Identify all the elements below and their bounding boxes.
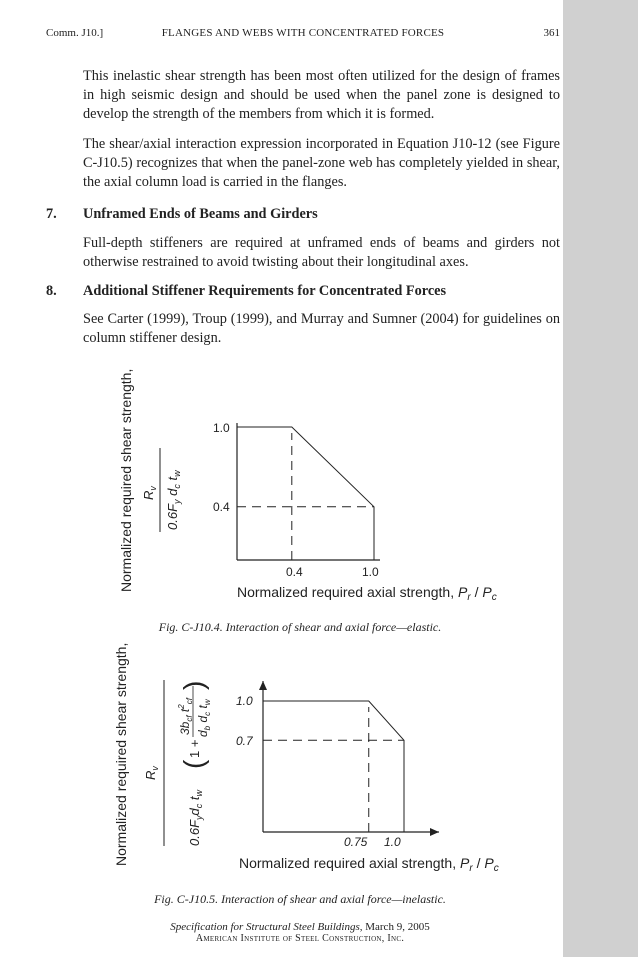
header-section-ref: Comm. J10.] (46, 27, 104, 39)
fig1-x-axis-label: Normalized required axial strength, $P_r / P_c$ (237, 584, 497, 603)
fig2-ytick-1: 1.0 (236, 694, 253, 708)
fig1-y-axis-label: Normalized required shear strength, (118, 368, 134, 592)
page-number: 361 (543, 27, 560, 39)
footer-title: Specification for Structural Steel Buildings, (170, 921, 363, 933)
fig2-formula-numerator: $R_v$ (143, 766, 160, 780)
figure-2-caption: Fig. C-J10.5. Interaction of shear and axial force—inelastic. (154, 892, 446, 906)
fig2-interaction-curve (263, 701, 404, 832)
fig2-y-arrow (259, 681, 267, 690)
fig1-den-t: t (165, 476, 180, 485)
figure-1-caption: Fig. C-J10.4. Interaction of shear and axial force—elastic. (158, 620, 442, 634)
figure-1-elastic (118, 369, 497, 603)
fig1-den-sub-w: w (172, 470, 182, 477)
fig2-xtick-2: 1.0 (384, 835, 401, 849)
paragraph-interaction: The shear/axial interaction expression incorporated in Equation J10-12 (see Figure C-J10.5) recognizes that when the panel-zone web has completely yielded in shear, the axial column load is carried in the flanges. (83, 136, 560, 190)
footer-line-1 (0, 921, 600, 933)
fig2-y-axis-label: Normalized required shear strength, (113, 642, 129, 866)
fig1-ytick-1: 1.0 (213, 421, 230, 435)
fig2-inner-numerator: $3b_{cf}$ $t^2_{cf}$ (177, 698, 194, 735)
fig1-den-d: d (165, 488, 180, 500)
fig2-one-plus: 1 + (187, 739, 202, 758)
fig1-formula-R-sub: v (148, 486, 158, 491)
header-title: FLANGES AND WEBS WITH CONCENTRATED FORCES (161, 27, 445, 39)
fig2-x-arrow (430, 828, 439, 836)
footer-publisher: American Institute of Steel Construction, Inc. (195, 933, 405, 944)
footer-date: March 9, 2005 (362, 921, 430, 933)
fig2-inner-denominator: $d_b$ $d_c$ $t_w$ (196, 699, 212, 737)
section-title-7: Unframed Ends of Beams and Girders (83, 206, 318, 222)
fig1-den-sub-c: c (172, 484, 182, 489)
fig1-interaction-curve (237, 427, 374, 560)
fig1-formula-R: R (141, 490, 156, 500)
fig1-y-formula (141, 448, 182, 532)
page-footer (0, 921, 600, 944)
fig2-plot (259, 681, 439, 836)
section-text-7: Full-depth stiffeners are required at unframed ends of beams and girders not otherwise restrained to avoid twisting about their longitudinal axes. (83, 235, 560, 270)
svg-text:0.6Fy dc tw (165, 470, 182, 530)
section-title-8: Additional Stiffener Requirements for Concentrated Forces (83, 283, 447, 299)
svg-text:Rv (141, 486, 158, 500)
fig1-den-a: 0.6F (165, 503, 180, 530)
fig2-xtick-1: 0.75 (344, 835, 368, 849)
fig2-ytick-2: 0.7 (236, 734, 253, 748)
figure-2-inelastic (113, 643, 499, 874)
section-number-8: 8. (46, 283, 57, 299)
paragraph-inelastic-shear: This inelastic shear strength has been most often utilized for the design of frames in high seismic design and should be used when the panel zone is designed to develop the strength of the members from which it is formed. (83, 68, 560, 122)
fig1-ytick-2: 0.4 (213, 500, 230, 514)
section-text-8: See Carter (1999), Troup (1999), and Murray and Sumner (2004) for guidelines on column stiffener design. (83, 311, 560, 346)
fig1-xtick-2: 1.0 (362, 565, 379, 579)
fig1-den-sub-y: y (172, 499, 182, 504)
fig2-x-axis-label: Normalized required axial strength, $P_r / P_c$ (239, 855, 499, 874)
fig2-paren-close: ) (178, 680, 209, 690)
fig2-formula-denominator: $0.6F_yd_c$ $t_w$ (187, 790, 204, 846)
section-number-7: 7. (46, 206, 57, 222)
fig1-xtick-1: 0.4 (286, 565, 303, 579)
fig1-plot (237, 423, 380, 560)
fig2-paren-open: ( (178, 759, 209, 769)
